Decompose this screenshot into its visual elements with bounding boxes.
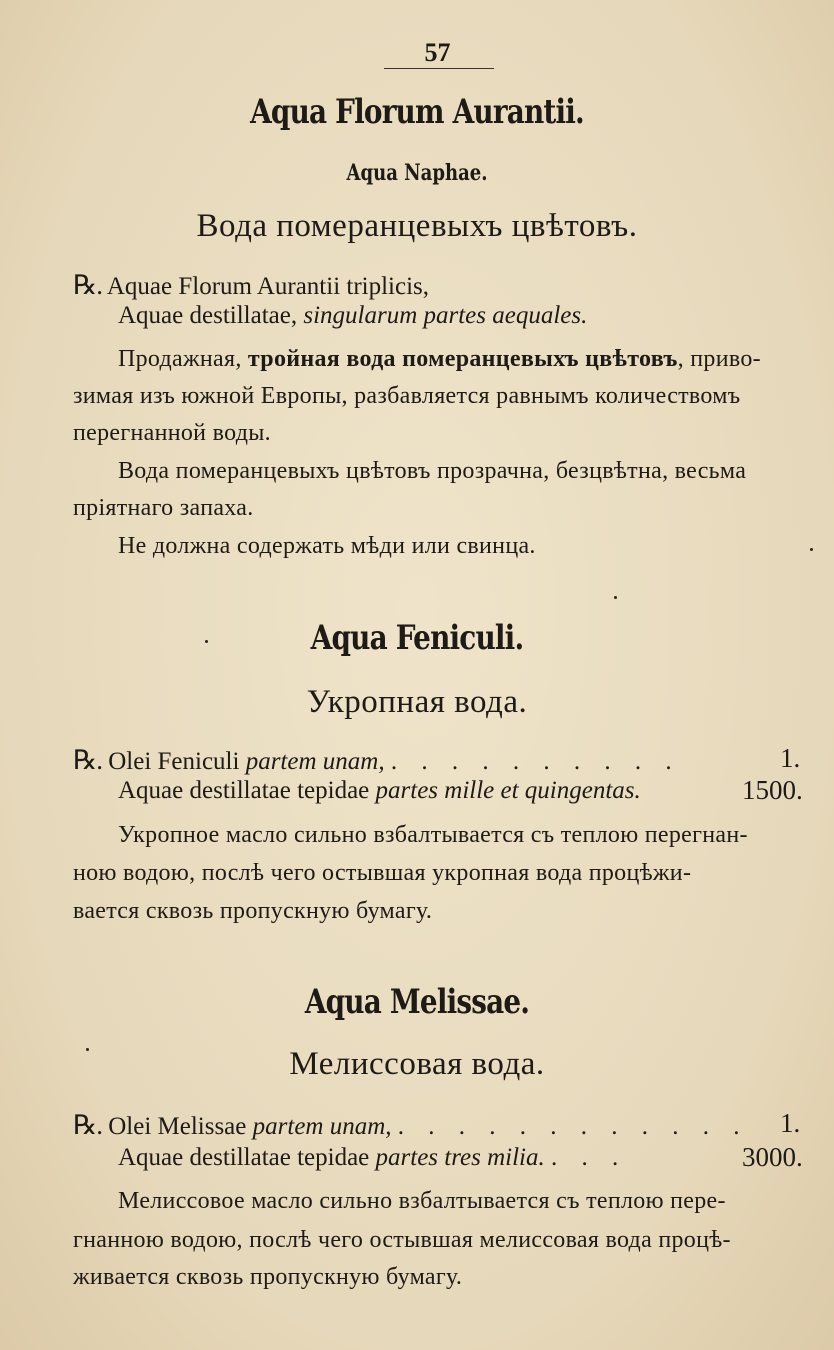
- paragraph-line: Вода померанцевыхъ цвѣтовъ прозрачна, безцвѣтна, весьма: [118, 458, 747, 484]
- recipe-amount: singularum partes aequales.: [303, 302, 588, 329]
- ink-speck: [86, 1048, 89, 1051]
- recipe-quantity: 1.: [780, 743, 801, 773]
- paragraph-line: гнанною водою, послѣ чего остывшая мелиссовая вода процѣ-: [73, 1227, 731, 1253]
- recipe-quantity: 1500.: [742, 775, 803, 805]
- leader-dots: . . . . . . . . . . . .: [397, 1113, 749, 1140]
- ink-speck: [614, 596, 617, 599]
- recipe-ingredient: Aquae destillatae,: [118, 302, 304, 329]
- recipe-ingredient: Aquae destillatae tepidae: [118, 777, 376, 804]
- paragraph-line: Мелиссовое масло сильно взбалтывается съ теплою пере-: [118, 1188, 726, 1214]
- recipe-line: [118, 777, 641, 805]
- recipe-ingredient: Olei Melissae: [108, 1113, 253, 1140]
- paragraph-line: вается сквозь пропускную бумагу.: [73, 898, 433, 924]
- recipe-amount: partes tres milia.: [375, 1144, 545, 1171]
- recipe-amount: partem unam,: [245, 748, 385, 775]
- recipe-quantity: 1.: [780, 1108, 801, 1138]
- paragraph-line: [118, 346, 761, 373]
- paragraph-line: живается сквозь пропускную бумагу.: [73, 1264, 463, 1290]
- leader-dots: . . . . . . . . . .: [390, 748, 681, 775]
- leader-dots: . . .: [551, 1144, 628, 1171]
- section-russian-title: Укропная вода.: [306, 684, 528, 720]
- recipe-symbol: ℞.: [73, 1110, 102, 1140]
- section-russian-title: Мелиссовая вода.: [289, 1046, 545, 1082]
- section-title-aqua-melissae: Aqua Melissae.: [304, 982, 530, 1022]
- text-run: , приво-: [677, 346, 761, 372]
- ink-speck: [810, 548, 813, 551]
- section-synonym: Aqua Naphae.: [346, 160, 488, 186]
- section-title-aqua-feniculi: Aqua Feniculi.: [310, 618, 524, 658]
- paragraph-line: пріятнаго запаха.: [73, 495, 254, 521]
- recipe-ingredient: Aquae destillatae tepidae: [118, 1144, 376, 1171]
- section-russian-title: Вода померанцевыхъ цвѣтовъ.: [196, 208, 638, 244]
- page-number-rule: [384, 68, 494, 69]
- recipe-quantity: 3000.: [742, 1142, 803, 1172]
- paragraph-line: ною водою, послѣ чего остывшая укропная вода процѣжи-: [73, 860, 692, 886]
- ink-speck: [205, 640, 208, 643]
- recipe-line: [73, 745, 681, 776]
- recipe-line: [118, 1144, 627, 1172]
- bold-text-run: тройная вода померанцевыхъ цвѣтовъ: [247, 346, 678, 372]
- recipe-symbol: ℞.: [73, 745, 102, 775]
- page-number: 57: [424, 38, 451, 67]
- paragraph-line: перегнанной воды.: [73, 420, 271, 446]
- recipe-amount: partem unam,: [252, 1113, 392, 1140]
- text-run: Продажная,: [118, 346, 248, 372]
- recipe-line: [73, 1110, 749, 1141]
- recipe-line: [118, 302, 587, 330]
- recipe-symbol: ℞.: [73, 270, 102, 300]
- recipe-ingredient: Aquae Florum Aurantii triplicis,: [106, 273, 430, 300]
- recipe-ingredient: Olei Feniculi: [108, 748, 246, 775]
- paragraph-line: зимая изъ южной Европы, разбавляется равнымъ количествомъ: [73, 383, 741, 409]
- section-title-aqua-florum-aurantii: Aqua Florum Aurantii.: [250, 92, 584, 132]
- paragraph-line: Укропное масло сильно взбалтывается съ теплою перегнан-: [118, 822, 748, 848]
- paragraph-line: Не должна содержать мѣди или свинца.: [118, 533, 536, 559]
- recipe-line: [73, 270, 429, 301]
- recipe-amount: partes mille et quingentas.: [375, 777, 641, 804]
